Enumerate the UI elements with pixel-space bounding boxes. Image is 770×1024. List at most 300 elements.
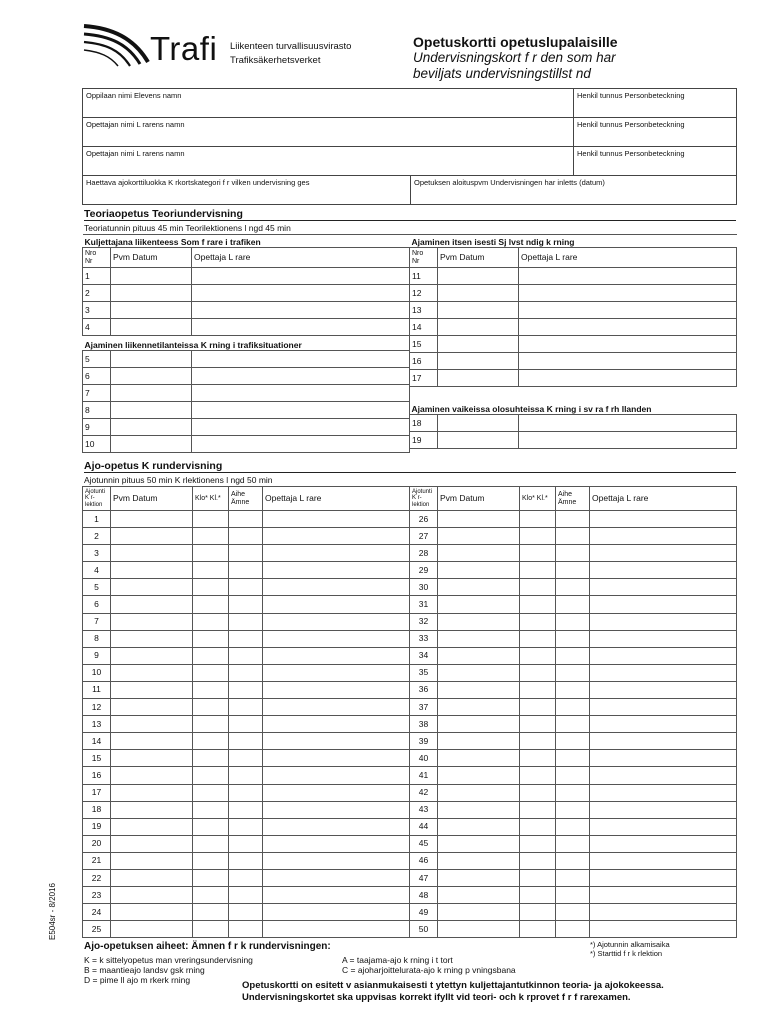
entry-cell[interactable] — [111, 596, 193, 613]
entry-cell[interactable] — [520, 528, 556, 545]
row-number: 10 — [83, 664, 111, 681]
entry-cell[interactable] — [263, 613, 410, 630]
entry-cell[interactable] — [111, 784, 193, 801]
entry-cell[interactable] — [263, 784, 410, 801]
entry-cell[interactable] — [590, 511, 737, 528]
entry-cell[interactable] — [556, 511, 590, 528]
entry-cell[interactable] — [590, 716, 737, 733]
table-row — [83, 545, 410, 562]
table-row — [83, 511, 410, 528]
entry-cell[interactable] — [229, 511, 263, 528]
entry-cell[interactable] — [590, 562, 737, 579]
entry-cell[interactable] — [111, 716, 193, 733]
agency-name-sv: Trafiksäkerhetsverket — [230, 55, 321, 66]
entry-cell[interactable] — [590, 784, 737, 801]
entry-cell[interactable] — [520, 681, 556, 698]
table-row — [83, 319, 410, 336]
entry-cell[interactable] — [438, 319, 519, 336]
entry-cell[interactable] — [556, 801, 590, 818]
entry-cell[interactable] — [111, 733, 193, 750]
entry-cell[interactable] — [111, 528, 193, 545]
table-row — [410, 432, 737, 449]
entry-cell[interactable] — [263, 596, 410, 613]
entry-cell[interactable] — [229, 818, 263, 835]
entry-cell[interactable] — [556, 767, 590, 784]
entry-cell[interactable] — [263, 562, 410, 579]
entry-cell[interactable] — [229, 630, 263, 647]
theory-col-date: Pvm Datum — [438, 248, 519, 268]
entry-cell[interactable] — [193, 664, 229, 681]
entry-cell[interactable] — [229, 767, 263, 784]
row-number: 13 — [83, 716, 111, 733]
entry-cell[interactable] — [556, 699, 590, 716]
entry-cell[interactable] — [520, 750, 556, 767]
row-number: 14 — [410, 319, 438, 336]
entry-cell[interactable] — [229, 852, 263, 869]
entry-cell[interactable] — [192, 268, 410, 285]
entry-cell[interactable] — [438, 336, 519, 353]
entry-cell[interactable] — [263, 887, 410, 904]
entry-cell[interactable] — [111, 818, 193, 835]
licence-class-field[interactable]: Haettava ajokorttiluokka K rkortskategori f r vilken undervisning ges — [83, 176, 411, 205]
entry-cell[interactable] — [263, 835, 410, 852]
legend-d: D = pime ll ajo m rkerk rning — [84, 975, 191, 985]
entry-cell[interactable] — [193, 647, 229, 664]
entry-cell[interactable] — [111, 681, 193, 698]
entry-cell[interactable] — [263, 681, 410, 698]
entry-cell[interactable] — [556, 630, 590, 647]
table-row — [410, 387, 737, 415]
entry-cell[interactable] — [111, 835, 193, 852]
table-row — [83, 268, 410, 285]
entry-cell[interactable] — [438, 887, 520, 904]
entry-cell[interactable] — [556, 818, 590, 835]
entry-cell[interactable] — [192, 351, 410, 368]
legend-title: Ajo-opetuksen aiheet: Ämnen f r k rundervisningen: — [84, 941, 331, 952]
theory-section-title: Teoriaopetus Teoriundervisning — [84, 208, 736, 221]
entry-cell[interactable] — [438, 268, 519, 285]
entry-cell[interactable] — [229, 750, 263, 767]
entry-cell[interactable] — [193, 681, 229, 698]
entry-cell[interactable] — [438, 353, 519, 370]
entry-cell[interactable] — [229, 869, 263, 886]
table-row — [410, 268, 737, 285]
entry-cell[interactable] — [193, 887, 229, 904]
entry-cell[interactable] — [590, 921, 737, 938]
entry-cell[interactable] — [556, 613, 590, 630]
entry-cell[interactable] — [590, 596, 737, 613]
row-number: 8 — [83, 402, 111, 419]
entry-cell[interactable] — [263, 801, 410, 818]
entry-cell[interactable] — [438, 285, 519, 302]
table-row — [83, 285, 410, 302]
entry-cell[interactable] — [519, 268, 737, 285]
theory-right-subheading-1: Ajaminen itsen isesti Sj lvst ndig k rning — [410, 235, 737, 248]
entry-cell[interactable] — [556, 716, 590, 733]
entry-cell[interactable] — [590, 613, 737, 630]
entry-cell[interactable] — [111, 319, 192, 336]
entry-cell[interactable] — [111, 887, 193, 904]
entry-cell[interactable] — [229, 613, 263, 630]
row-number: 12 — [83, 699, 111, 716]
entry-cell[interactable] — [590, 528, 737, 545]
entry-cell[interactable] — [229, 921, 263, 938]
entry-cell[interactable] — [193, 835, 229, 852]
entry-cell[interactable] — [520, 835, 556, 852]
entry-cell[interactable] — [520, 904, 556, 921]
entry-cell[interactable] — [192, 319, 410, 336]
entry-cell[interactable] — [519, 336, 737, 353]
student-id-field[interactable]: Henkil tunnus Personbeteckning — [574, 89, 737, 118]
entry-cell[interactable] — [556, 904, 590, 921]
table-row — [83, 921, 410, 938]
entry-cell[interactable] — [263, 545, 410, 562]
entry-cell[interactable] — [111, 368, 192, 385]
entry-cell[interactable] — [263, 904, 410, 921]
entry-cell[interactable] — [519, 370, 737, 387]
entry-cell[interactable] — [556, 528, 590, 545]
entry-cell[interactable] — [193, 545, 229, 562]
entry-cell[interactable] — [192, 402, 410, 419]
theory-col-teacher: Opettaja L rare — [192, 248, 410, 268]
entry-cell[interactable] — [519, 353, 737, 370]
entry-cell[interactable] — [111, 767, 193, 784]
entry-cell[interactable] — [111, 436, 192, 453]
entry-cell[interactable] — [556, 835, 590, 852]
teacher1-name-field[interactable]: Opettajan nimi L rarens namn — [83, 118, 574, 147]
entry-cell[interactable] — [229, 699, 263, 716]
entry-cell[interactable] — [590, 699, 737, 716]
entry-cell[interactable] — [229, 835, 263, 852]
table-row — [83, 579, 410, 596]
entry-cell[interactable] — [229, 664, 263, 681]
entry-cell[interactable] — [438, 545, 520, 562]
entry-cell[interactable] — [556, 596, 590, 613]
entry-cell[interactable] — [193, 613, 229, 630]
entry-cell[interactable] — [229, 579, 263, 596]
entry-cell[interactable] — [263, 852, 410, 869]
entry-cell[interactable] — [520, 562, 556, 579]
entry-cell[interactable] — [590, 852, 737, 869]
entry-cell[interactable] — [193, 733, 229, 750]
entry-cell[interactable] — [520, 511, 556, 528]
entry-cell[interactable] — [263, 528, 410, 545]
entry-cell[interactable] — [229, 887, 263, 904]
entry-cell[interactable] — [520, 887, 556, 904]
entry-cell[interactable] — [438, 681, 520, 698]
entry-cell[interactable] — [520, 869, 556, 886]
entry-cell[interactable] — [192, 436, 410, 453]
entry-cell[interactable] — [520, 767, 556, 784]
entry-cell[interactable] — [229, 647, 263, 664]
entry-cell[interactable] — [438, 869, 520, 886]
entry-cell[interactable] — [520, 579, 556, 596]
entry-cell[interactable] — [192, 302, 410, 319]
entry-cell[interactable] — [590, 664, 737, 681]
trafi-logo-text: Trafi — [150, 30, 218, 67]
entry-cell[interactable] — [438, 302, 519, 319]
table-row — [83, 630, 410, 647]
entry-cell[interactable] — [111, 801, 193, 818]
legend-c: C = ajoharjoittelurata-ajo k rning p vningsbana — [342, 965, 516, 975]
table-row — [410, 613, 737, 630]
entry-cell[interactable] — [438, 432, 519, 449]
entry-cell[interactable] — [111, 285, 192, 302]
entry-cell[interactable] — [590, 681, 737, 698]
entry-cell[interactable] — [111, 852, 193, 869]
entry-cell[interactable] — [229, 904, 263, 921]
entry-cell[interactable] — [590, 818, 737, 835]
row-number: 19 — [410, 432, 438, 449]
entry-cell[interactable] — [193, 818, 229, 835]
entry-cell[interactable] — [590, 801, 737, 818]
entry-cell[interactable] — [590, 733, 737, 750]
entry-cell[interactable] — [438, 647, 520, 664]
entry-cell[interactable] — [111, 869, 193, 886]
entry-cell[interactable] — [111, 545, 193, 562]
entry-cell[interactable] — [590, 904, 737, 921]
entry-cell[interactable] — [263, 664, 410, 681]
row-number: 12 — [410, 285, 438, 302]
entry-cell[interactable] — [438, 511, 520, 528]
legend-a: A = taajama-ajo k rning i t tort — [342, 955, 453, 965]
entry-cell[interactable] — [520, 784, 556, 801]
entry-cell[interactable] — [556, 887, 590, 904]
entry-cell[interactable] — [263, 630, 410, 647]
entry-cell[interactable] — [263, 579, 410, 596]
entry-cell[interactable] — [556, 545, 590, 562]
entry-cell[interactable] — [111, 921, 193, 938]
entry-cell[interactable] — [193, 767, 229, 784]
entry-cell[interactable] — [438, 415, 519, 432]
entry-cell[interactable] — [438, 784, 520, 801]
entry-cell[interactable] — [556, 921, 590, 938]
entry-cell[interactable] — [229, 545, 263, 562]
entry-cell[interactable] — [556, 869, 590, 886]
entry-cell[interactable] — [438, 801, 520, 818]
table-row — [410, 887, 737, 904]
entry-cell[interactable] — [438, 716, 520, 733]
entry-cell[interactable] — [438, 370, 519, 387]
entry-cell[interactable] — [556, 681, 590, 698]
entry-cell[interactable] — [229, 681, 263, 698]
entry-cell[interactable] — [192, 368, 410, 385]
entry-cell[interactable] — [229, 562, 263, 579]
table-row — [83, 869, 410, 886]
entry-cell[interactable] — [263, 647, 410, 664]
table-row — [410, 801, 737, 818]
trafi-logo-swoosh — [82, 24, 152, 68]
entry-cell[interactable] — [111, 904, 193, 921]
entry-cell[interactable] — [438, 835, 520, 852]
entry-cell[interactable] — [438, 630, 520, 647]
entry-cell[interactable] — [193, 869, 229, 886]
entry-cell[interactable] — [111, 562, 193, 579]
entry-cell[interactable] — [192, 419, 410, 436]
entry-cell[interactable] — [193, 528, 229, 545]
entry-cell[interactable] — [263, 921, 410, 938]
entry-cell[interactable] — [520, 716, 556, 733]
entry-cell[interactable] — [438, 528, 520, 545]
student-name-field[interactable]: Oppilaan nimi Elevens namn — [83, 89, 574, 118]
entry-cell[interactable] — [519, 285, 737, 302]
entry-cell[interactable] — [111, 419, 192, 436]
entry-cell[interactable] — [520, 545, 556, 562]
entry-cell[interactable] — [111, 664, 193, 681]
entry-cell[interactable] — [229, 528, 263, 545]
entry-cell[interactable] — [192, 285, 410, 302]
entry-cell[interactable] — [193, 750, 229, 767]
entry-cell[interactable] — [192, 385, 410, 402]
entry-cell[interactable] — [556, 733, 590, 750]
entry-cell[interactable] — [438, 699, 520, 716]
entry-cell[interactable] — [520, 596, 556, 613]
entry-cell[interactable] — [438, 562, 520, 579]
entry-cell[interactable] — [519, 319, 737, 336]
entry-cell[interactable] — [229, 801, 263, 818]
entry-cell[interactable] — [111, 750, 193, 767]
row-number: 2 — [83, 285, 111, 302]
entry-cell[interactable] — [111, 402, 192, 419]
entry-cell[interactable] — [520, 733, 556, 750]
entry-cell[interactable] — [111, 351, 192, 368]
entry-cell[interactable] — [111, 613, 193, 630]
row-number: 43 — [410, 801, 438, 818]
entry-cell[interactable] — [111, 385, 192, 402]
entry-cell[interactable] — [438, 750, 520, 767]
entry-cell[interactable] — [193, 596, 229, 613]
entry-cell[interactable] — [520, 630, 556, 647]
entry-cell[interactable] — [229, 716, 263, 733]
row-number: 22 — [83, 869, 111, 886]
entry-cell[interactable] — [556, 664, 590, 681]
theory-right-subheading-2: Ajaminen vaikeissa olosuhteissa K rning i sv ra f rh llanden — [410, 387, 737, 415]
entry-cell[interactable] — [438, 818, 520, 835]
entry-cell[interactable] — [590, 835, 737, 852]
entry-cell[interactable] — [263, 869, 410, 886]
entry-cell[interactable] — [590, 750, 737, 767]
entry-cell[interactable] — [193, 801, 229, 818]
entry-cell[interactable] — [438, 852, 520, 869]
row-number: 3 — [83, 545, 111, 562]
driving-col-topic: Aihe Ämne — [556, 487, 590, 511]
entry-cell[interactable] — [590, 887, 737, 904]
entry-cell[interactable] — [193, 562, 229, 579]
entry-cell[interactable] — [193, 511, 229, 528]
entry-cell[interactable] — [520, 852, 556, 869]
entry-cell[interactable] — [590, 579, 737, 596]
entry-cell[interactable] — [229, 784, 263, 801]
entry-cell[interactable] — [229, 596, 263, 613]
entry-cell[interactable] — [438, 664, 520, 681]
row-number: 20 — [83, 835, 111, 852]
entry-cell[interactable] — [438, 596, 520, 613]
entry-cell[interactable] — [520, 664, 556, 681]
entry-cell[interactable] — [590, 545, 737, 562]
entry-cell[interactable] — [263, 716, 410, 733]
entry-cell[interactable] — [590, 647, 737, 664]
driving-col-lesson: Ajotunti K r-lektion — [410, 487, 438, 511]
entry-cell[interactable] — [193, 852, 229, 869]
entry-cell[interactable] — [556, 562, 590, 579]
entry-cell[interactable] — [263, 818, 410, 835]
legend-b: B = maantieajo landsv gsk rning — [84, 965, 205, 975]
entry-cell[interactable] — [519, 432, 737, 449]
entry-cell[interactable] — [193, 904, 229, 921]
entry-cell[interactable] — [590, 767, 737, 784]
entry-cell[interactable] — [193, 699, 229, 716]
entry-cell[interactable] — [556, 784, 590, 801]
driving-col-lesson: Ajotunti K r-lektion — [83, 487, 111, 511]
entry-cell[interactable] — [438, 733, 520, 750]
entry-cell[interactable] — [438, 904, 520, 921]
entry-cell[interactable] — [590, 869, 737, 886]
driving-col-date: Pvm Datum — [438, 487, 520, 511]
driving-length: Ajotunnin pituus 50 min K rlektionens l ngd 50 min — [84, 475, 273, 485]
row-number: 39 — [410, 733, 438, 750]
row-number: 21 — [83, 852, 111, 869]
entry-cell[interactable] — [438, 613, 520, 630]
entry-cell[interactable] — [263, 767, 410, 784]
row-number: 35 — [410, 664, 438, 681]
entry-cell[interactable] — [520, 801, 556, 818]
entry-cell[interactable] — [520, 613, 556, 630]
entry-cell[interactable] — [193, 784, 229, 801]
entry-cell[interactable] — [111, 699, 193, 716]
start-date-field[interactable]: Opetuksen aloituspvm Undervisningen har inletts (datum) — [411, 176, 737, 205]
entry-cell[interactable] — [111, 511, 193, 528]
teacher1-id-field[interactable]: Henkil tunnus Personbeteckning — [574, 118, 737, 147]
entry-cell[interactable] — [556, 647, 590, 664]
entry-cell[interactable] — [556, 852, 590, 869]
entry-cell[interactable] — [193, 716, 229, 733]
entry-cell[interactable] — [111, 268, 192, 285]
entry-cell[interactable] — [556, 750, 590, 767]
row-number: 38 — [410, 716, 438, 733]
row-number: 40 — [410, 750, 438, 767]
entry-cell[interactable] — [520, 818, 556, 835]
table-row — [83, 801, 410, 818]
entry-cell[interactable] — [556, 579, 590, 596]
footnote — [590, 940, 670, 958]
entry-cell[interactable] — [519, 415, 737, 432]
entry-cell[interactable] — [519, 302, 737, 319]
entry-cell[interactable] — [438, 767, 520, 784]
entry-cell[interactable] — [193, 630, 229, 647]
entry-cell[interactable] — [520, 699, 556, 716]
entry-cell[interactable] — [193, 921, 229, 938]
entry-cell[interactable] — [111, 302, 192, 319]
teacher2-name-field[interactable]: Opettajan nimi L rarens namn — [83, 147, 574, 176]
entry-cell[interactable] — [520, 921, 556, 938]
entry-cell[interactable] — [263, 511, 410, 528]
entry-cell[interactable] — [263, 699, 410, 716]
entry-cell[interactable] — [438, 921, 520, 938]
entry-cell[interactable] — [590, 630, 737, 647]
entry-cell[interactable] — [111, 579, 193, 596]
row-number: 17 — [410, 370, 438, 387]
entry-cell[interactable] — [193, 579, 229, 596]
entry-cell[interactable] — [229, 733, 263, 750]
entry-cell[interactable] — [263, 750, 410, 767]
entry-cell[interactable] — [111, 630, 193, 647]
teacher2-id-field[interactable]: Henkil tunnus Personbeteckning — [574, 147, 737, 176]
row-number: 27 — [410, 528, 438, 545]
entry-cell[interactable] — [111, 647, 193, 664]
entry-cell[interactable] — [263, 733, 410, 750]
entry-cell[interactable] — [520, 647, 556, 664]
entry-cell[interactable] — [438, 579, 520, 596]
